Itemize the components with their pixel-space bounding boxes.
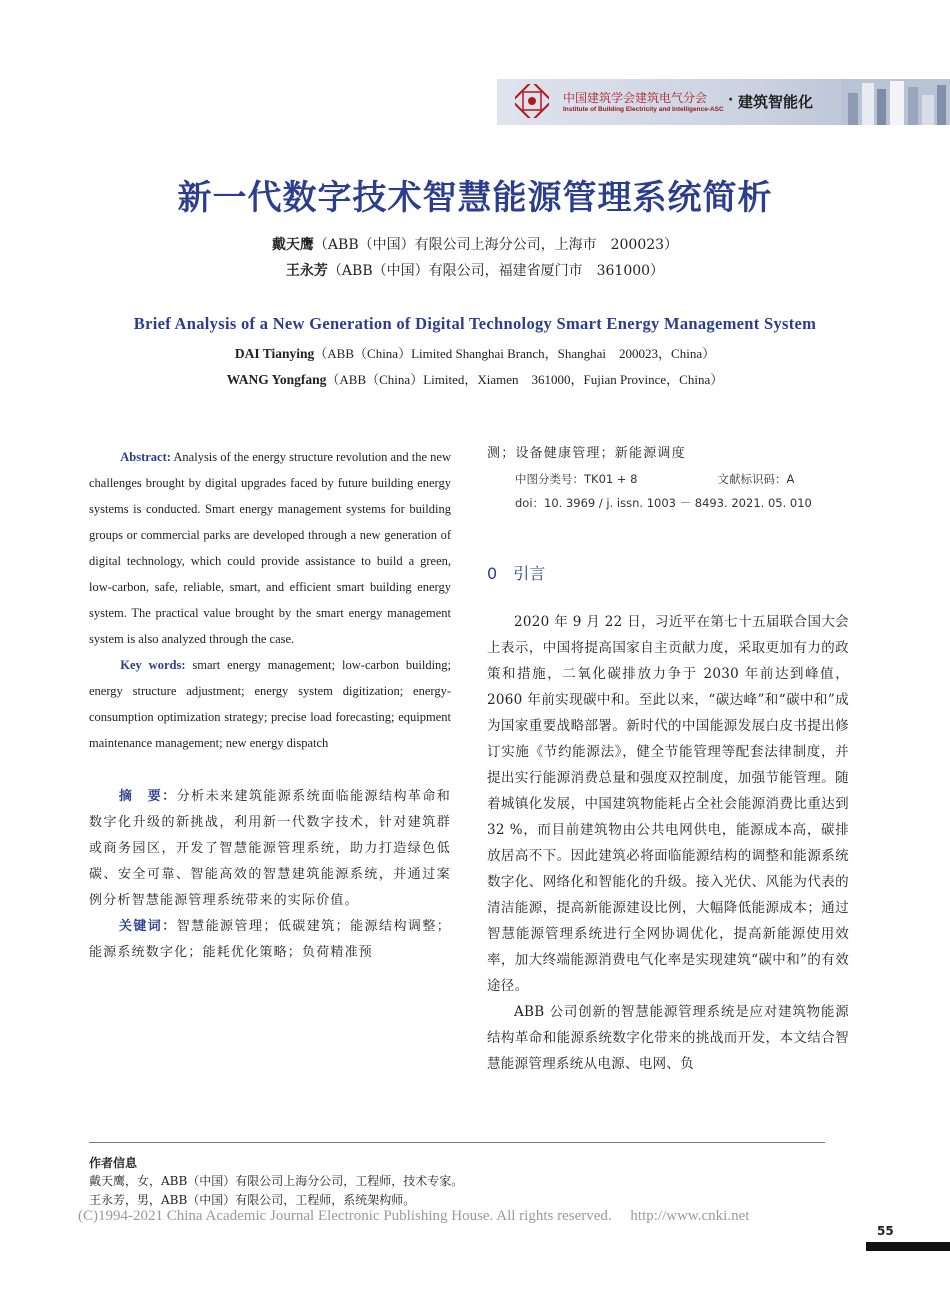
journal-banner xyxy=(497,79,950,125)
author-name: 王永芳 xyxy=(285,263,328,279)
intro-paragraph-2: ABB 公司创新的智慧能源管理系统是应对建筑物能源结构革命和能源系统数字化带来的挑战而开发，本文结合智慧能源管理系统从电源、电网、负 xyxy=(487,1004,849,1072)
page-number-bar xyxy=(866,1242,950,1251)
society-name-cn: 中国建筑学会建筑电气分会 xyxy=(563,91,708,105)
right-column xyxy=(487,441,849,1077)
article-title-en: Brief Analysis of a New Generation of Digital Technology Smart Energy Management System xyxy=(133,314,817,333)
author-line-cn-1 xyxy=(0,234,950,254)
abstract-en-label: Abstract: xyxy=(120,450,171,464)
keywords-cn-text: 智慧能源管理；低碳建筑；能源结构调整；能源系统数字化；能耗优化策略；负荷精准预 xyxy=(89,919,451,960)
section-title: 引言 xyxy=(513,564,546,583)
author-affiliation: （ABB（China）Limited Shanghai Branch，Shanghai 200023，China） xyxy=(314,346,716,361)
society-logo xyxy=(515,84,549,118)
author-name: 戴天鹰 xyxy=(271,237,314,253)
keywords-en xyxy=(89,652,451,756)
author-name: DAI Tianying xyxy=(234,346,315,361)
keywords-en-label: Key words: xyxy=(120,658,186,672)
author-affiliation: （ABB（中国）有限公司上海分公司，上海市 200023） xyxy=(313,237,679,253)
document-code: 文献标识码：A xyxy=(717,472,795,486)
left-column xyxy=(89,444,451,966)
section-heading-intro xyxy=(487,561,849,587)
author-line-en-2 xyxy=(0,369,950,388)
author-info-heading: 作者信息 xyxy=(89,1156,138,1170)
classification-line xyxy=(487,467,849,491)
article-title-cn: 新一代数字技术智慧能源管理系统简析 xyxy=(177,178,773,218)
keywords-cn-label: 关键词： xyxy=(118,919,177,934)
abstract-cn-label: 摘 要： xyxy=(118,789,177,804)
abstract-cn-text: 分析未来建筑能源系统面临能源结构革命和数字化升级的新挑战，利用新一代数字技术，针对建筑群或商务园区，开发了智慧能源管理系统，助力打造绿色低碳、安全可靠、智能高效的智慧建筑能源系统，并通过案例分析智慧能源管理系统带来的实际价值。 xyxy=(89,789,451,908)
banner-separator: · xyxy=(728,92,734,108)
footer-divider xyxy=(89,1142,825,1143)
doi-line: doi：10. 3969 / j. issn. 1003 － 8493. 2021. 05. 010 xyxy=(515,496,812,510)
keywords-en-text: smart energy management; low-carbon building; energy structure adjustment; energy system digitization; energy-consumption optimization strategy; precise load forecasting; equipment maintenance management; new energy dispatch xyxy=(89,658,452,750)
author-info-line: 王永芳，男，ABB（中国）有限公司，工程师，系统架构师。 xyxy=(89,1193,416,1207)
author-line-en-1 xyxy=(0,343,950,362)
abstract-en xyxy=(89,444,451,652)
author-name: WANG Yongfang xyxy=(226,372,327,387)
section-number: 0 xyxy=(487,564,498,583)
clc-number: 中图分类号：TK01 + 8 xyxy=(515,472,638,486)
author-line-cn-2 xyxy=(0,260,950,280)
keywords-cn-continuation: 测；设备健康管理；新能源调度 xyxy=(487,446,686,461)
column-tag: 建筑智能化 xyxy=(738,93,814,111)
author-affiliation: （ABB（China）Limited，Xiamen 361000，Fujian Province，China） xyxy=(326,372,724,387)
copyright-watermark: (C)1994-2021 China Academic Journal Electronic Publishing House. All rights reserved. http://www.cnki.net xyxy=(78,1208,750,1224)
author-affiliation: （ABB（中国）有限公司，福建省厦门市 361000） xyxy=(327,263,665,279)
page-number: 55 xyxy=(877,1224,894,1238)
abstract-cn xyxy=(89,784,451,914)
abstract-en-text: Analysis of the energy structure revolution and the new challenges brought by digital upgrades faced by future building energy systems is conducted. Smart energy management systems for building groups or commercial parks are developed through a new generation of digital technology, which could provide assistance to build a green, low-carbon, safe, reliable, smart, and efficient smart building energy system. The practical value brought by the smart energy management system is also analyzed through the case. xyxy=(89,450,451,646)
author-info-line: 戴天鹰，女，ABB（中国）有限公司上海分公司，工程师，技术专家。 xyxy=(89,1174,464,1188)
intro-paragraph-1: 2020 年 9 月 22 日，习近平在第七十五届联合国大会上表示，中国将提高国家自主贡献力度，采取更加有力的政策和措施，二氧化碳排放力争于 2030 年前达到峰值，2060 年前实现碳中和。至此以来，“碳达峰”和“碳中和”成为国家重要战略部署。新时代的中国能源发展白皮书提出修订实施《节约能源法》，健全节能管理等配套法律制度，并提出实行能源消费总量和强度双控制度，加强节能管理。随着城镇化发展，中国建筑物能耗占全社会能源消费比重达到 32 %，而目前建筑物由公共电网供电，能源成本高，碳排放居高不下。因此建筑必将面临能源结构的调整和能源系统数字化、网络化和智能化的升级。接入光伏、风能为代表的清洁能源，提高新能源建设比例，大幅降低能源成本；通过智慧能源管理系统进行全网协调优化，提高新能源使用效率，加大终端能源消费电气化率是实现建筑“碳中和”的有效途径。 xyxy=(487,614,849,994)
keywords-cn xyxy=(89,914,451,966)
skyline-image xyxy=(842,79,950,125)
society-name-en: Institute of Building Electricity and Intelligence-ASC xyxy=(563,106,724,113)
